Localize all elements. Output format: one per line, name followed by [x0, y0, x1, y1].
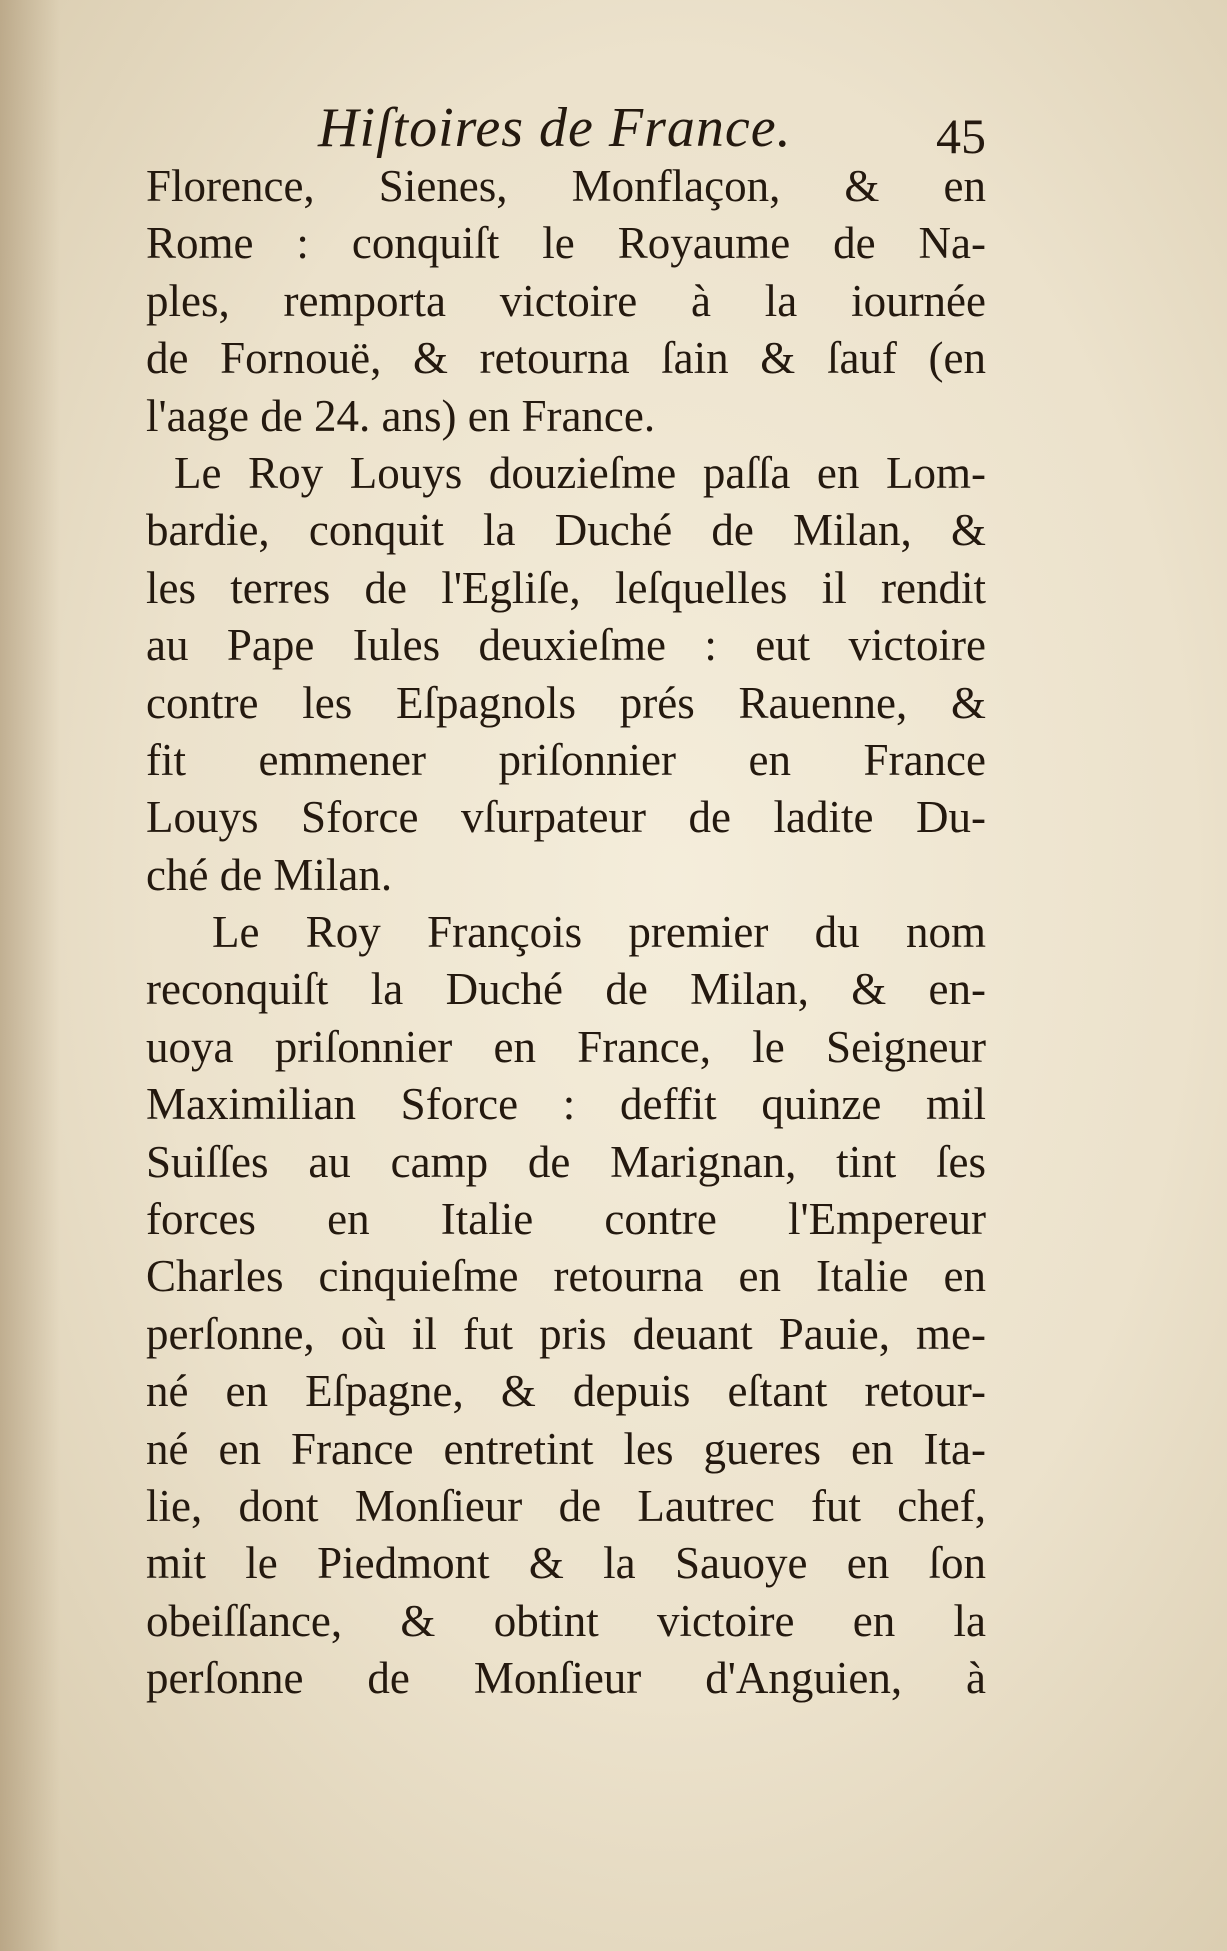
text-line: perſonne, où il fut pris deuant Pauie, me-: [146, 1308, 986, 1359]
text-line: les terres de l'Egliſe, leſquelles il rendit: [146, 562, 986, 613]
text-line: bardie, conquit la Duché de Milan, &: [146, 505, 986, 556]
text-line: obeiſſance, & obtint victoire en la: [146, 1595, 986, 1646]
text-line: perſonne de Monſieur d'Anguien, à: [146, 1653, 986, 1704]
paragraph-start-line: Le Roy François premier du nom: [212, 907, 986, 958]
text-line: l'aage de 24. ans) en France.: [146, 390, 656, 441]
text-line: Florence, Sienes, Monflaçon, & en: [146, 161, 986, 211]
text-line: uoya priſonnier en France, le Seigneur: [146, 1021, 986, 1072]
binding-gutter-shadow: [0, 0, 60, 1951]
text-line: fit emmener priſonnier en France: [146, 734, 986, 785]
text-line: Charles cinquieſme retourna en Italie en: [146, 1251, 986, 1302]
running-head: [146, 88, 986, 168]
text-line: contre les Eſpagnols prés Rauenne, &: [146, 677, 986, 728]
text-line: Maximilian Sforce : deffit quinze mil: [146, 1079, 986, 1130]
text-line: au Pape Iules deuxieſme : eut victoire: [146, 620, 986, 671]
running-title: Hiſtoires de France.: [318, 97, 792, 159]
text-line: forces en Italie contre l'Empereur: [146, 1194, 986, 1245]
text-line: reconquiſt la Duché de Milan, & en-: [146, 964, 986, 1015]
text-line: né en Eſpagne, & depuis eſtant retour-: [146, 1366, 986, 1417]
text-line: de Fornouë, & retourna ſain & ſauf (en: [146, 333, 986, 384]
text-line: né en France entretint les gueres en Ita-: [146, 1423, 986, 1474]
text-line: Louys Sforce vſurpateur de ladite Du-: [146, 792, 986, 843]
text-line: Rome : conquiſt le Royaume de Na-: [146, 218, 986, 269]
text-line: ché de Milan.: [146, 849, 393, 900]
paragraph-start-line: Le Roy Louys douzieſme paſſa en Lom-: [174, 447, 986, 498]
text-line: Suiſſes au camp de Marignan, tint ſes: [146, 1136, 986, 1187]
text-line: mit le Piedmont & la Sauoye en ſon: [146, 1538, 986, 1589]
text-line: ples, remporta victoire à la iournée: [146, 275, 986, 326]
body-text: [146, 158, 986, 1708]
text-line: lie, dont Monſieur de Lautrec fut chef,: [146, 1480, 986, 1531]
page-number: 45: [936, 108, 986, 164]
